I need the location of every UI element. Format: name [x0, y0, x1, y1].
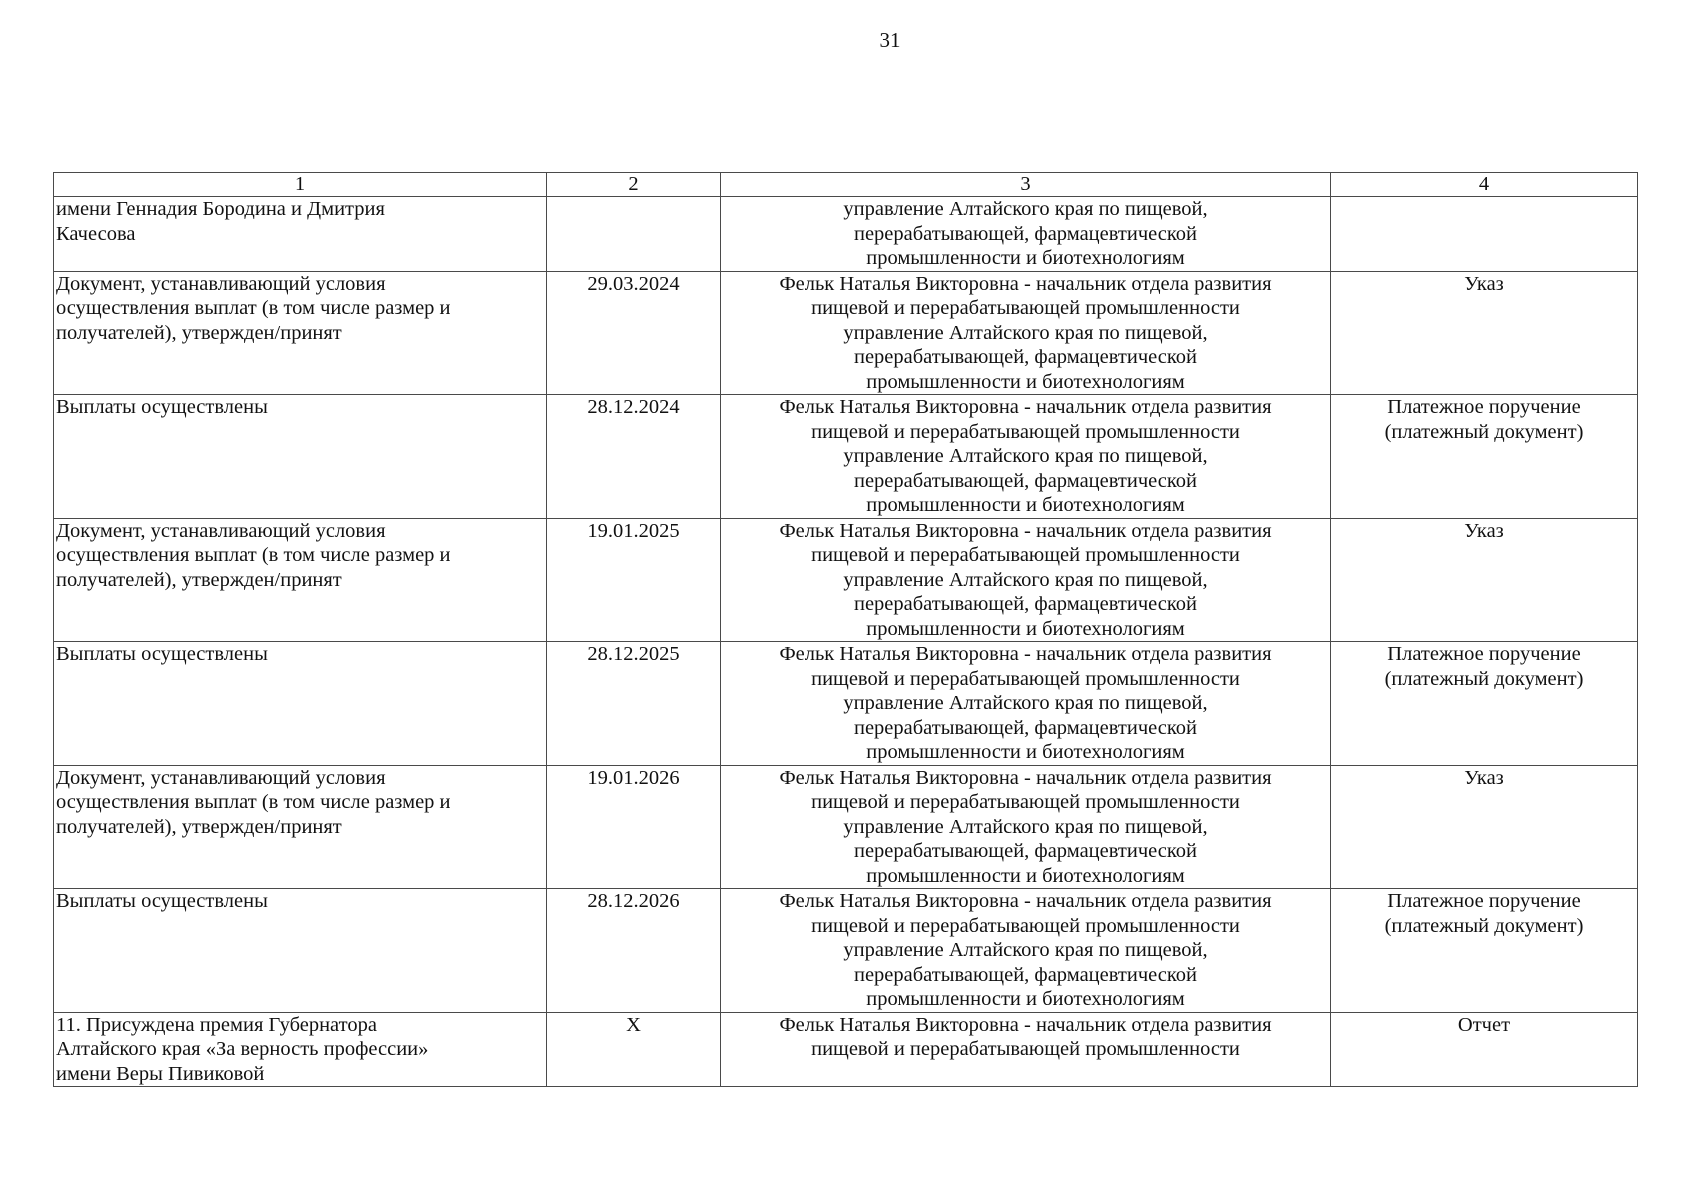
date-text: 19.01.2026 — [587, 766, 680, 789]
document-type-text: Отчет — [1457, 1013, 1511, 1036]
responsible-text: перерабатывающей, фармацевтической — [853, 963, 1197, 986]
event-cell — [54, 889, 547, 1013]
table-row — [54, 642, 1638, 766]
responsible-cell — [721, 271, 1331, 395]
event-text: 11. Присуждена премия Губернатора — [56, 1013, 377, 1036]
responsible-text: промышленности и биотехнологиям — [866, 864, 1185, 887]
date-cell — [547, 1012, 721, 1087]
page-number: 31 — [879, 28, 901, 52]
event-text: получателей), утвержден/принят — [56, 321, 342, 344]
event-text: Документ, устанавливающий условия — [56, 766, 386, 789]
document-type-cell — [1331, 642, 1638, 766]
document-type-text: (платежный документ) — [1384, 914, 1584, 937]
event-cell — [54, 518, 547, 642]
responsible-text: Фельк Наталья Викторовна - начальник отдела развития — [779, 519, 1272, 542]
table-row — [54, 889, 1638, 1013]
date-cell — [547, 642, 721, 766]
responsible-text: пищевой и перерабатывающей промышленности — [811, 544, 1240, 566]
responsible-text: пищевой и перерабатывающей промышленности — [811, 1038, 1240, 1060]
responsible-cell — [721, 518, 1331, 642]
responsible-text: Фельк Наталья Викторовна - начальник отдела развития — [779, 890, 1272, 912]
event-cell — [54, 1012, 547, 1087]
event-cell — [54, 395, 547, 519]
event-text: Выплаты осуществлены — [56, 890, 268, 912]
document-type-text: Указ — [1464, 766, 1504, 789]
responsible-text: промышленности и биотехнологиям — [866, 617, 1185, 640]
date-cell — [547, 765, 721, 889]
document-type-text: (платежный документ) — [1384, 420, 1584, 443]
header-col-3: 3 — [721, 173, 1331, 197]
header-col-2: 2 — [547, 173, 721, 197]
responsible-text: перерабатывающей, фармацевтической — [853, 840, 1197, 862]
responsible-text: управление Алтайского края по пищевой, — [843, 568, 1208, 591]
table-row — [54, 518, 1638, 642]
table-row — [54, 765, 1638, 889]
document-type-cell — [1331, 197, 1638, 272]
document-type-cell — [1331, 518, 1638, 642]
date-cell — [547, 197, 721, 272]
responsible-cell — [721, 765, 1331, 889]
date-text: 28.12.2025 — [587, 643, 680, 665]
date-cell — [547, 395, 721, 519]
event-text: Документ, устанавливающий условия — [56, 272, 386, 295]
event-text: получателей), утвержден/принят — [56, 815, 342, 838]
document-type-text: Указ — [1464, 272, 1504, 295]
responsible-text: промышленности и биотехнологиям — [866, 370, 1185, 393]
responsible-text: управление Алтайского края по пищевой, — [843, 692, 1208, 714]
date-text: 19.01.2025 — [587, 519, 680, 542]
document-type-text: Платежное поручение — [1387, 643, 1581, 665]
event-text: Выплаты осуществлены — [56, 643, 268, 665]
date-text: 29.03.2024 — [587, 272, 680, 295]
table-header — [54, 173, 1638, 197]
responsible-text: промышленности и биотехнологиям — [866, 741, 1185, 763]
event-text: получателей), утвержден/принят — [56, 568, 342, 591]
responsible-text: управление Алтайского края по пищевой, — [843, 815, 1208, 838]
responsible-text: промышленности и биотехнологиям — [866, 494, 1185, 516]
responsible-text: промышленности и биотехнологиям — [866, 988, 1185, 1010]
responsible-text: промышленности и биотехнологиям — [866, 247, 1185, 269]
date-text: Х — [626, 1013, 641, 1036]
responsible-text: пищевой и перерабатывающей промышленности — [811, 667, 1240, 690]
document-type-cell — [1331, 395, 1638, 519]
event-cell — [54, 271, 547, 395]
document-type-cell — [1331, 889, 1638, 1013]
responsible-text: управление Алтайского края по пищевой, — [843, 321, 1208, 344]
date-text: 28.12.2024 — [587, 396, 680, 418]
responsible-text: перерабатывающей, фармацевтической — [853, 469, 1197, 492]
table-row — [54, 271, 1638, 395]
responsible-text: перерабатывающей, фармацевтической — [853, 222, 1197, 245]
responsible-text: управление Алтайского края по пищевой, — [843, 939, 1208, 961]
document-type-text: Платежное поручение — [1387, 890, 1581, 912]
event-text: Документ, устанавливающий условия — [56, 519, 386, 542]
event-text: имени Геннадия Бородина и Дмитрия — [56, 198, 385, 220]
responsible-text: пищевой и перерабатывающей промышленности — [811, 297, 1240, 319]
table-row — [54, 395, 1638, 519]
event-cell — [54, 765, 547, 889]
responsible-text: перерабатывающей, фармацевтической — [853, 346, 1197, 368]
table-row — [54, 197, 1638, 272]
event-cell — [54, 642, 547, 766]
responsible-text: перерабатывающей, фармацевтической — [853, 593, 1197, 615]
document-type-cell — [1331, 271, 1638, 395]
responsible-text: управление Алтайского края по пищевой, — [843, 445, 1208, 467]
responsible-text: Фельк Наталья Викторовна - начальник отдела развития — [779, 766, 1272, 789]
header-row — [54, 173, 1638, 197]
responsible-text: Фельк Наталья Викторовна - начальник отдела развития — [779, 643, 1272, 665]
document-type-text: (платежный документ) — [1384, 667, 1584, 690]
event-text: Алтайского края «За верность профессии» — [56, 1038, 429, 1060]
responsible-text: Фельк Наталья Викторовна - начальник отдела развития — [779, 1013, 1272, 1036]
responsible-cell — [721, 1012, 1331, 1087]
event-text: имени Веры Пивиковой — [56, 1062, 265, 1085]
responsible-text: управление Алтайского края по пищевой, — [843, 198, 1208, 220]
table-row — [54, 1012, 1638, 1087]
event-text: осуществления выплат (в том числе размер и — [56, 791, 451, 813]
date-cell — [547, 518, 721, 642]
document-type-text: Указ — [1464, 519, 1504, 542]
responsible-text: пищевой и перерабатывающей промышленности — [811, 420, 1240, 443]
responsible-cell — [721, 395, 1331, 519]
responsible-text: пищевой и перерабатывающей промышленности — [811, 791, 1240, 813]
header-col-1: 1 — [54, 173, 547, 197]
responsible-cell — [721, 889, 1331, 1013]
event-text: осуществления выплат (в том числе размер и — [56, 297, 451, 319]
responsible-text: перерабатывающей, фармацевтической — [853, 716, 1197, 739]
control-points-table — [53, 172, 1638, 1087]
responsible-text: Фельк Наталья Викторовна - начальник отдела развития — [779, 272, 1272, 295]
date-cell — [547, 889, 721, 1013]
event-text: осуществления выплат (в том числе размер и — [56, 544, 451, 566]
responsible-text: пищевой и перерабатывающей промышленности — [811, 914, 1240, 937]
date-cell — [547, 271, 721, 395]
event-text: Выплаты осуществлены — [56, 396, 268, 418]
event-text: Качесова — [56, 222, 136, 245]
document-type-cell — [1331, 1012, 1638, 1087]
responsible-cell — [721, 197, 1331, 272]
document-type-text: Платежное поручение — [1387, 396, 1581, 418]
date-text: 28.12.2026 — [587, 890, 680, 912]
header-col-4: 4 — [1331, 173, 1638, 197]
event-cell — [54, 197, 547, 272]
responsible-cell — [721, 642, 1331, 766]
document-type-cell — [1331, 765, 1638, 889]
table-body — [54, 197, 1638, 1087]
responsible-text: Фельк Наталья Викторовна - начальник отдела развития — [779, 396, 1272, 418]
